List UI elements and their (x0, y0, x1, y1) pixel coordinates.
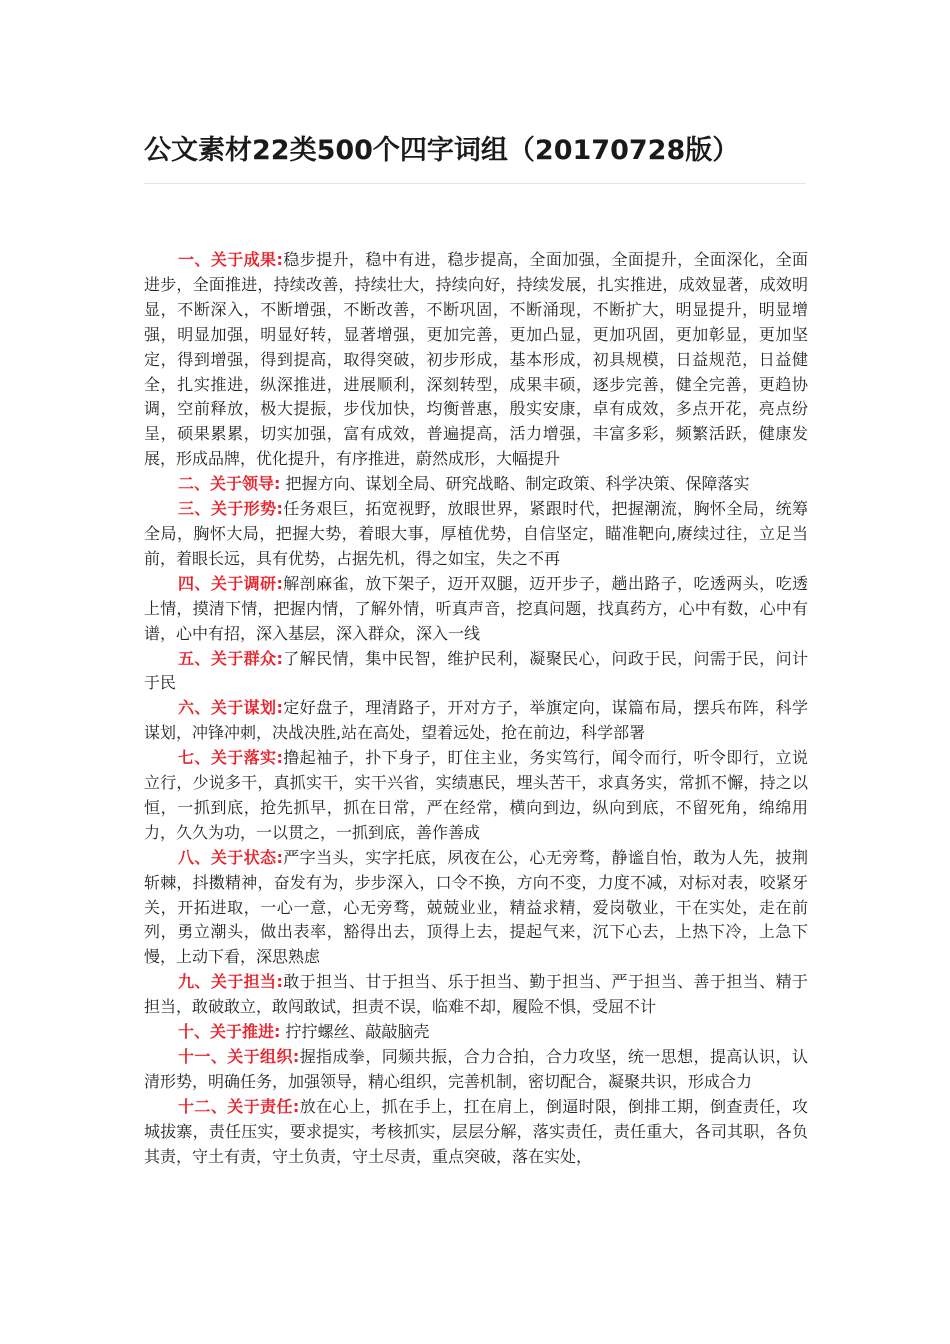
section-masses (144, 647, 808, 697)
section-text: 定好盘子，理清路子，开对方子，举旗定向，谋篇布局，摆兵布阵，科学谋划，冲锋冲刺，决战决胜,站在高处，望着远处，抢在前边，科学部署 (144, 698, 808, 743)
section-text: 解剖麻雀，放下架子，迈开双腿，迈开步子，趟出路子，吃透两头，吃透上情，摸清下情，把握内情，了解外情，听真声音，挖真问题，找真药方，心中有数，心中有谱，心中有招，深入基层，深入群众，深入一线 (144, 573, 808, 643)
section-text: 稳步提升，稳中有进，稳步提高，全面加强，全面提升，全面深化，全面进步，全面推进，持续改善，持续壮大，持续向好，持续发展，扎实推进，成效显著，成效明显，不断深入，不断增强，不断改善，不断巩固，不断涌现，不断扩大，明显提升，明显增强，明显加强，明显好转，显著增强，更加完善，更加凸显，更加巩固，更加彰显，更加坚定，得到增强，得到提高，取得突破，初步形成，基本形成，初具规模，日益规范，日益健全，扎实推进，纵深推进，进展顺利，深刻转型，成果丰硕，逐步完善，健全完善，更趋协调，空前释放，极大提振，步伐加快，均衡普惠，殷实安康，卓有成效，多点开花，亮点纷呈，硕果累累，切实加强，富有成效，普遍提高，活力增强，丰富多彩，频繁活跃，健康发展，形成品牌，优化提升，有序推进，蔚然成形，大幅提升 (144, 250, 808, 469)
section-label: 十一、关于组织: (178, 1047, 300, 1066)
section-label: 一、关于成果: (178, 250, 283, 269)
section-organization (144, 1045, 808, 1095)
section-situation (144, 497, 808, 572)
section-label: 九、关于担当: (178, 972, 283, 992)
document-body (144, 248, 808, 1170)
section-label: 五、关于群众: (178, 648, 283, 668)
section-implementation (144, 746, 808, 846)
section-text: 放在心上，抓在手上，扛在肩上，倒逼时限，倒排工期，倒查责任，攻城拔寨，责任压实，要求提实，考核抓实，层层分解，落实责任，责任重大，各司其职，各负其责，守土有责，守土负责，守土尽责，重点突破，落在实处， (144, 1096, 808, 1166)
section-text: 了解民情，集中民智，维护民利，凝聚民心，问政于民，问需于民，问计于民 (144, 648, 808, 693)
section-label: 十、关于推进: (178, 1022, 281, 1042)
section-leadership (144, 472, 808, 497)
section-planning (144, 696, 808, 746)
section-text: 拧拧螺丝、敲敲脑壳 (280, 1022, 430, 1042)
section-label: 二、关于领导: (178, 474, 281, 494)
section-text: 严字当头，实字托底，夙夜在公，心无旁骛，静谧自怡，敢为人先，披荆斩棘，抖擞精神，奋发有为，步步深入，口令不换，方向不变，力度不减，对标对表，咬紧牙关，开拓进取，一心一意，心无旁骛，兢兢业业，精益求精，爱岗敬业，干在实处，走在前列，勇立潮头，做出表率，豁得出去，顶得上去，提起气来，沉下心去，上热下冷，上急下慢，上动下看，深思熟虑 (144, 847, 808, 967)
section-responsibility-taking (144, 970, 808, 1020)
section-state (144, 846, 808, 971)
section-duty (144, 1095, 808, 1170)
section-label: 三、关于形势: (178, 499, 283, 519)
document-title: 公文素材22类500个四字词组（20170728版） (144, 135, 740, 166)
section-text: 把握方向、谋划全局、研究战略、制定政策、科学决策、保障落实 (280, 474, 750, 494)
section-text: 敢于担当、甘于担当、乐于担当、勤于担当、严于担当、善于担当、精于担当，敢破敢立，敢闯敢试，担责不误，临难不却，履险不惧，受屈不计 (144, 972, 808, 1017)
section-label: 六、关于谋划: (178, 698, 283, 718)
section-research (144, 572, 808, 647)
section-text: 撸起袖子，扑下身子，盯住主业，务实笃行，闻令而行，听令即行，立说立行，少说多干，真抓实干，实干兴省，实绩惠民，埋头苦干，求真务实，常抓不懈，持之以恒，一抓到底，抢先抓早，抓在日常，严在经常，横向到边，纵向到底，不留死角，绵绵用力，久久为功，一以贯之，一抓到底，善作善成 (144, 748, 808, 842)
section-label: 八、关于状态: (178, 847, 283, 867)
title-divider (144, 183, 806, 184)
section-advancing (144, 1020, 808, 1045)
section-text: 任务艰巨，拓宽视野，放眼世界，紧跟时代，把握潮流，胸怀全局，统筹全局，胸怀大局，把握大势，着眼大事，厚植优势，自信坚定，瞄准靶向,赓续过往，立足当前，着眼长远，具有优势，占据先机，得之如宝，失之不再 (144, 499, 808, 568)
section-label: 四、关于调研: (178, 573, 283, 593)
section-label: 十二、关于责任: (178, 1096, 300, 1116)
section-text: 握指成拳，同频共振，合力合拍，合力攻坚，统一思想，提高认识，认清形势，明确任务，加强领导，精心组织，完善机制，密切配合，凝聚共识，形成合力 (144, 1047, 808, 1091)
section-label: 七、关于落实: (178, 748, 283, 768)
section-achievements (144, 248, 808, 472)
